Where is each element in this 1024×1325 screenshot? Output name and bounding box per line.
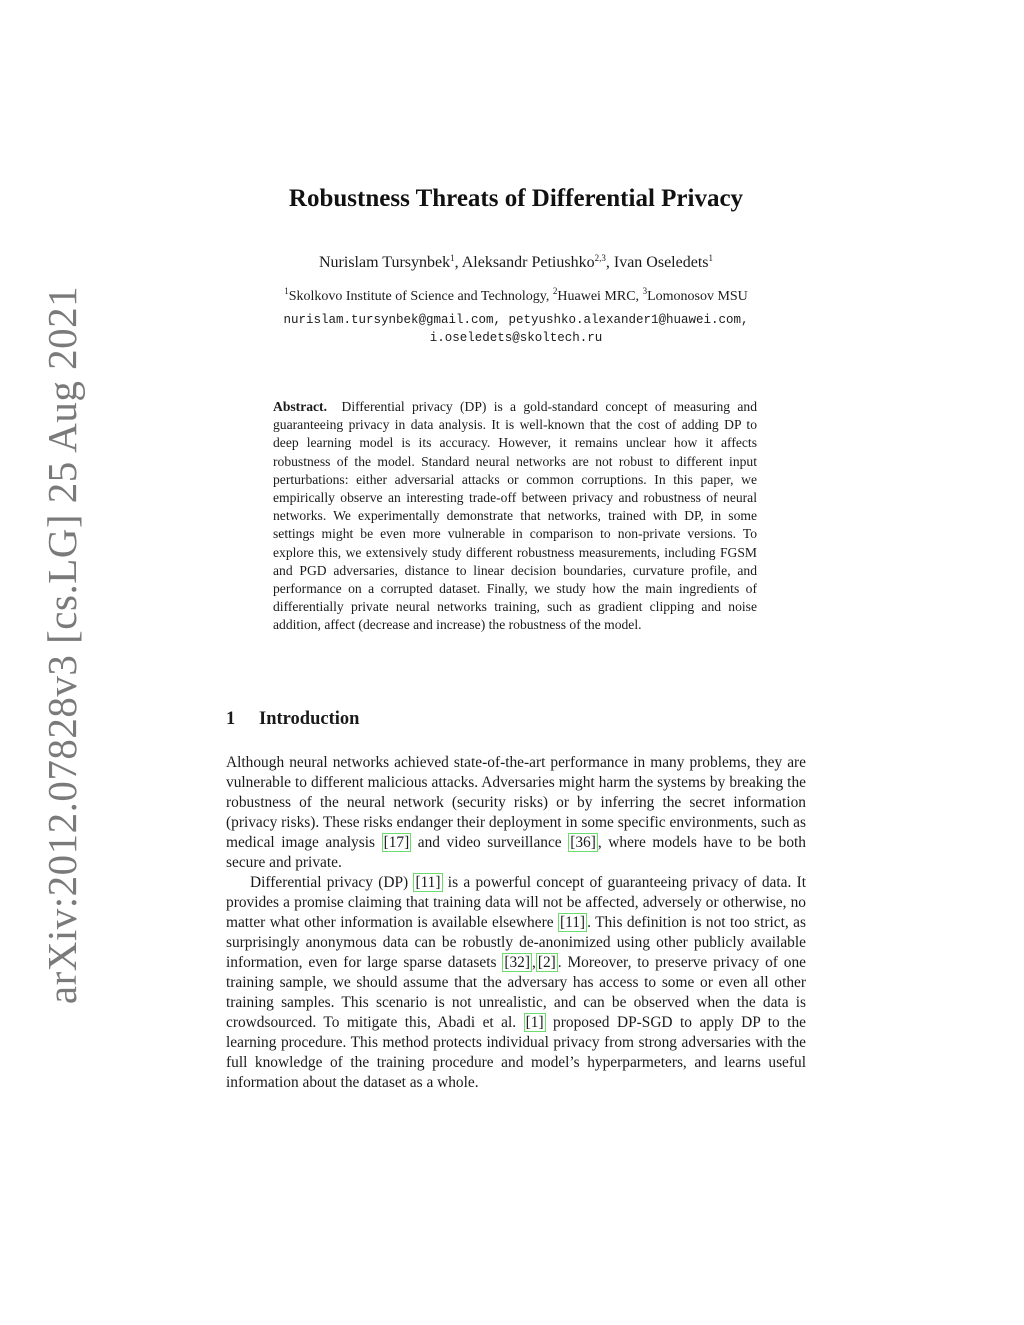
affiliations bbox=[226, 286, 806, 305]
author-name: , Aleksandr Petiushko bbox=[454, 254, 595, 271]
arxiv-identifier-stamp[interactable]: arXiv:2012.07828v3 [cs.LG] 25 Aug 2021 bbox=[39, 285, 85, 1005]
email-line[interactable]: i.oseledets@skoltech.ru bbox=[429, 331, 603, 345]
affiliation-text: Huawei MRC, bbox=[557, 289, 643, 304]
affiliation-marker: 2 bbox=[552, 286, 558, 296]
paragraph-text: , where models have to be both secure and private. bbox=[226, 834, 806, 871]
citation-separator: , bbox=[531, 954, 536, 971]
section-body bbox=[226, 753, 806, 1093]
paragraph-text: Although neural networks achieved state-of-the-art performance in many problems, they are vulnerable to different malicious attacks. Adversaries might harm the systems by breaking the robustness of the neural network (security risks) or by inferring the secret information (privacy risks). These risks endanger their deployment in some specific environments, such as medical image analysis bbox=[226, 754, 806, 851]
author-emails bbox=[226, 311, 806, 347]
affiliation-marker: 1 bbox=[708, 253, 713, 263]
citation-link[interactable]: [2] bbox=[537, 954, 556, 971]
paragraph bbox=[226, 753, 806, 873]
paragraph-text: Differential privacy (DP) bbox=[250, 874, 414, 891]
affiliation-text: Skolkovo Institute of Science and Technology, bbox=[288, 289, 553, 304]
paragraph bbox=[226, 873, 806, 1093]
section-title: Introduction bbox=[259, 709, 360, 729]
citation-link[interactable]: [17] bbox=[383, 834, 410, 851]
paragraph-text: . This definition is not too strict, as surprisingly anonymous data can be robustly de-anonimized using other publicly available information, even for large sparse datasets bbox=[226, 914, 807, 971]
abstract-text: Differential privacy (DP) is a gold-standard concept of measuring and guaranteeing privacy in data analysis. It is well-known that the cost of adding DP to deep learning model is its accuracy. However, it remains unclear how it affects robustness of the model. Standard neural networks are not robust to different input perturbations: either adversarial attacks or common corruptions. In this paper, we empirically observe an interesting trade-off between privacy and robustness of neural networks. We experimentally demonstrate that networks, trained with DP, in some settings might be even more vulnerable in comparison to non-private versions. To explore this, we extensively study different robustness measurements, including FGSM and PGD adversaries, distance to linear decision boundaries, curvature profile, and performance on a corrupted dataset. Finally, we study how the main ingredients of differentially private neural networks training, such as gradient clipping and noise addition, affect (decrease and increase) the robustness of the model. bbox=[273, 399, 758, 633]
paragraph-text: proposed DP-SGD to apply DP to the learning procedure. This method protects individual privacy from strong adversaries with the full knowledge of the training procedure and model’s hyperparmeters, and learns useful information about the dataset as a whole. bbox=[226, 1014, 806, 1091]
affiliation-marker: 1 bbox=[450, 253, 455, 263]
citation-link[interactable]: [11] bbox=[559, 914, 586, 931]
email-line[interactable]: nurislam.tursynbek@gmail.com, petyushko.alexander1@huawei.com, bbox=[283, 313, 749, 327]
affiliation-marker: 1 bbox=[284, 286, 289, 296]
citation-link[interactable]: [1] bbox=[525, 1014, 544, 1031]
citation-link[interactable]: [11] bbox=[415, 874, 441, 891]
affiliation-marker: 3 bbox=[642, 286, 648, 296]
citation-link[interactable]: [32] bbox=[504, 954, 530, 971]
section-heading bbox=[226, 709, 359, 730]
paragraph-text: . Moreover, to preserve privacy of one training sample, we should assume that the adversary has access to some or even all other training samples. This scenario is not unrealistic, and can be observed when the data is crowdsourced. To mitigate this, Abadi et al. bbox=[226, 954, 806, 1031]
author-name: Nurislam Tursynbek bbox=[318, 254, 451, 271]
paragraph-text: and video surveillance bbox=[411, 834, 569, 851]
abstract-label: Abstract. bbox=[273, 399, 327, 414]
author-list bbox=[226, 254, 806, 272]
author-name: , Ivan Oseledets bbox=[605, 254, 709, 271]
paper-title: Robustness Threats of Differential Privacy bbox=[288, 185, 744, 212]
citation-link[interactable]: [36] bbox=[570, 834, 596, 851]
section-number: 1 bbox=[226, 709, 236, 729]
abstract bbox=[273, 398, 757, 635]
affiliation-text: Lomonosov MSU bbox=[647, 289, 748, 304]
affiliation-marker: 2,3 bbox=[594, 253, 606, 263]
paragraph-text: is a powerful concept of guaranteeing privacy of data. It provides a promise claiming that training data will not be affected, adversely or otherwise, no matter what other information is available elsewhere bbox=[226, 874, 807, 931]
